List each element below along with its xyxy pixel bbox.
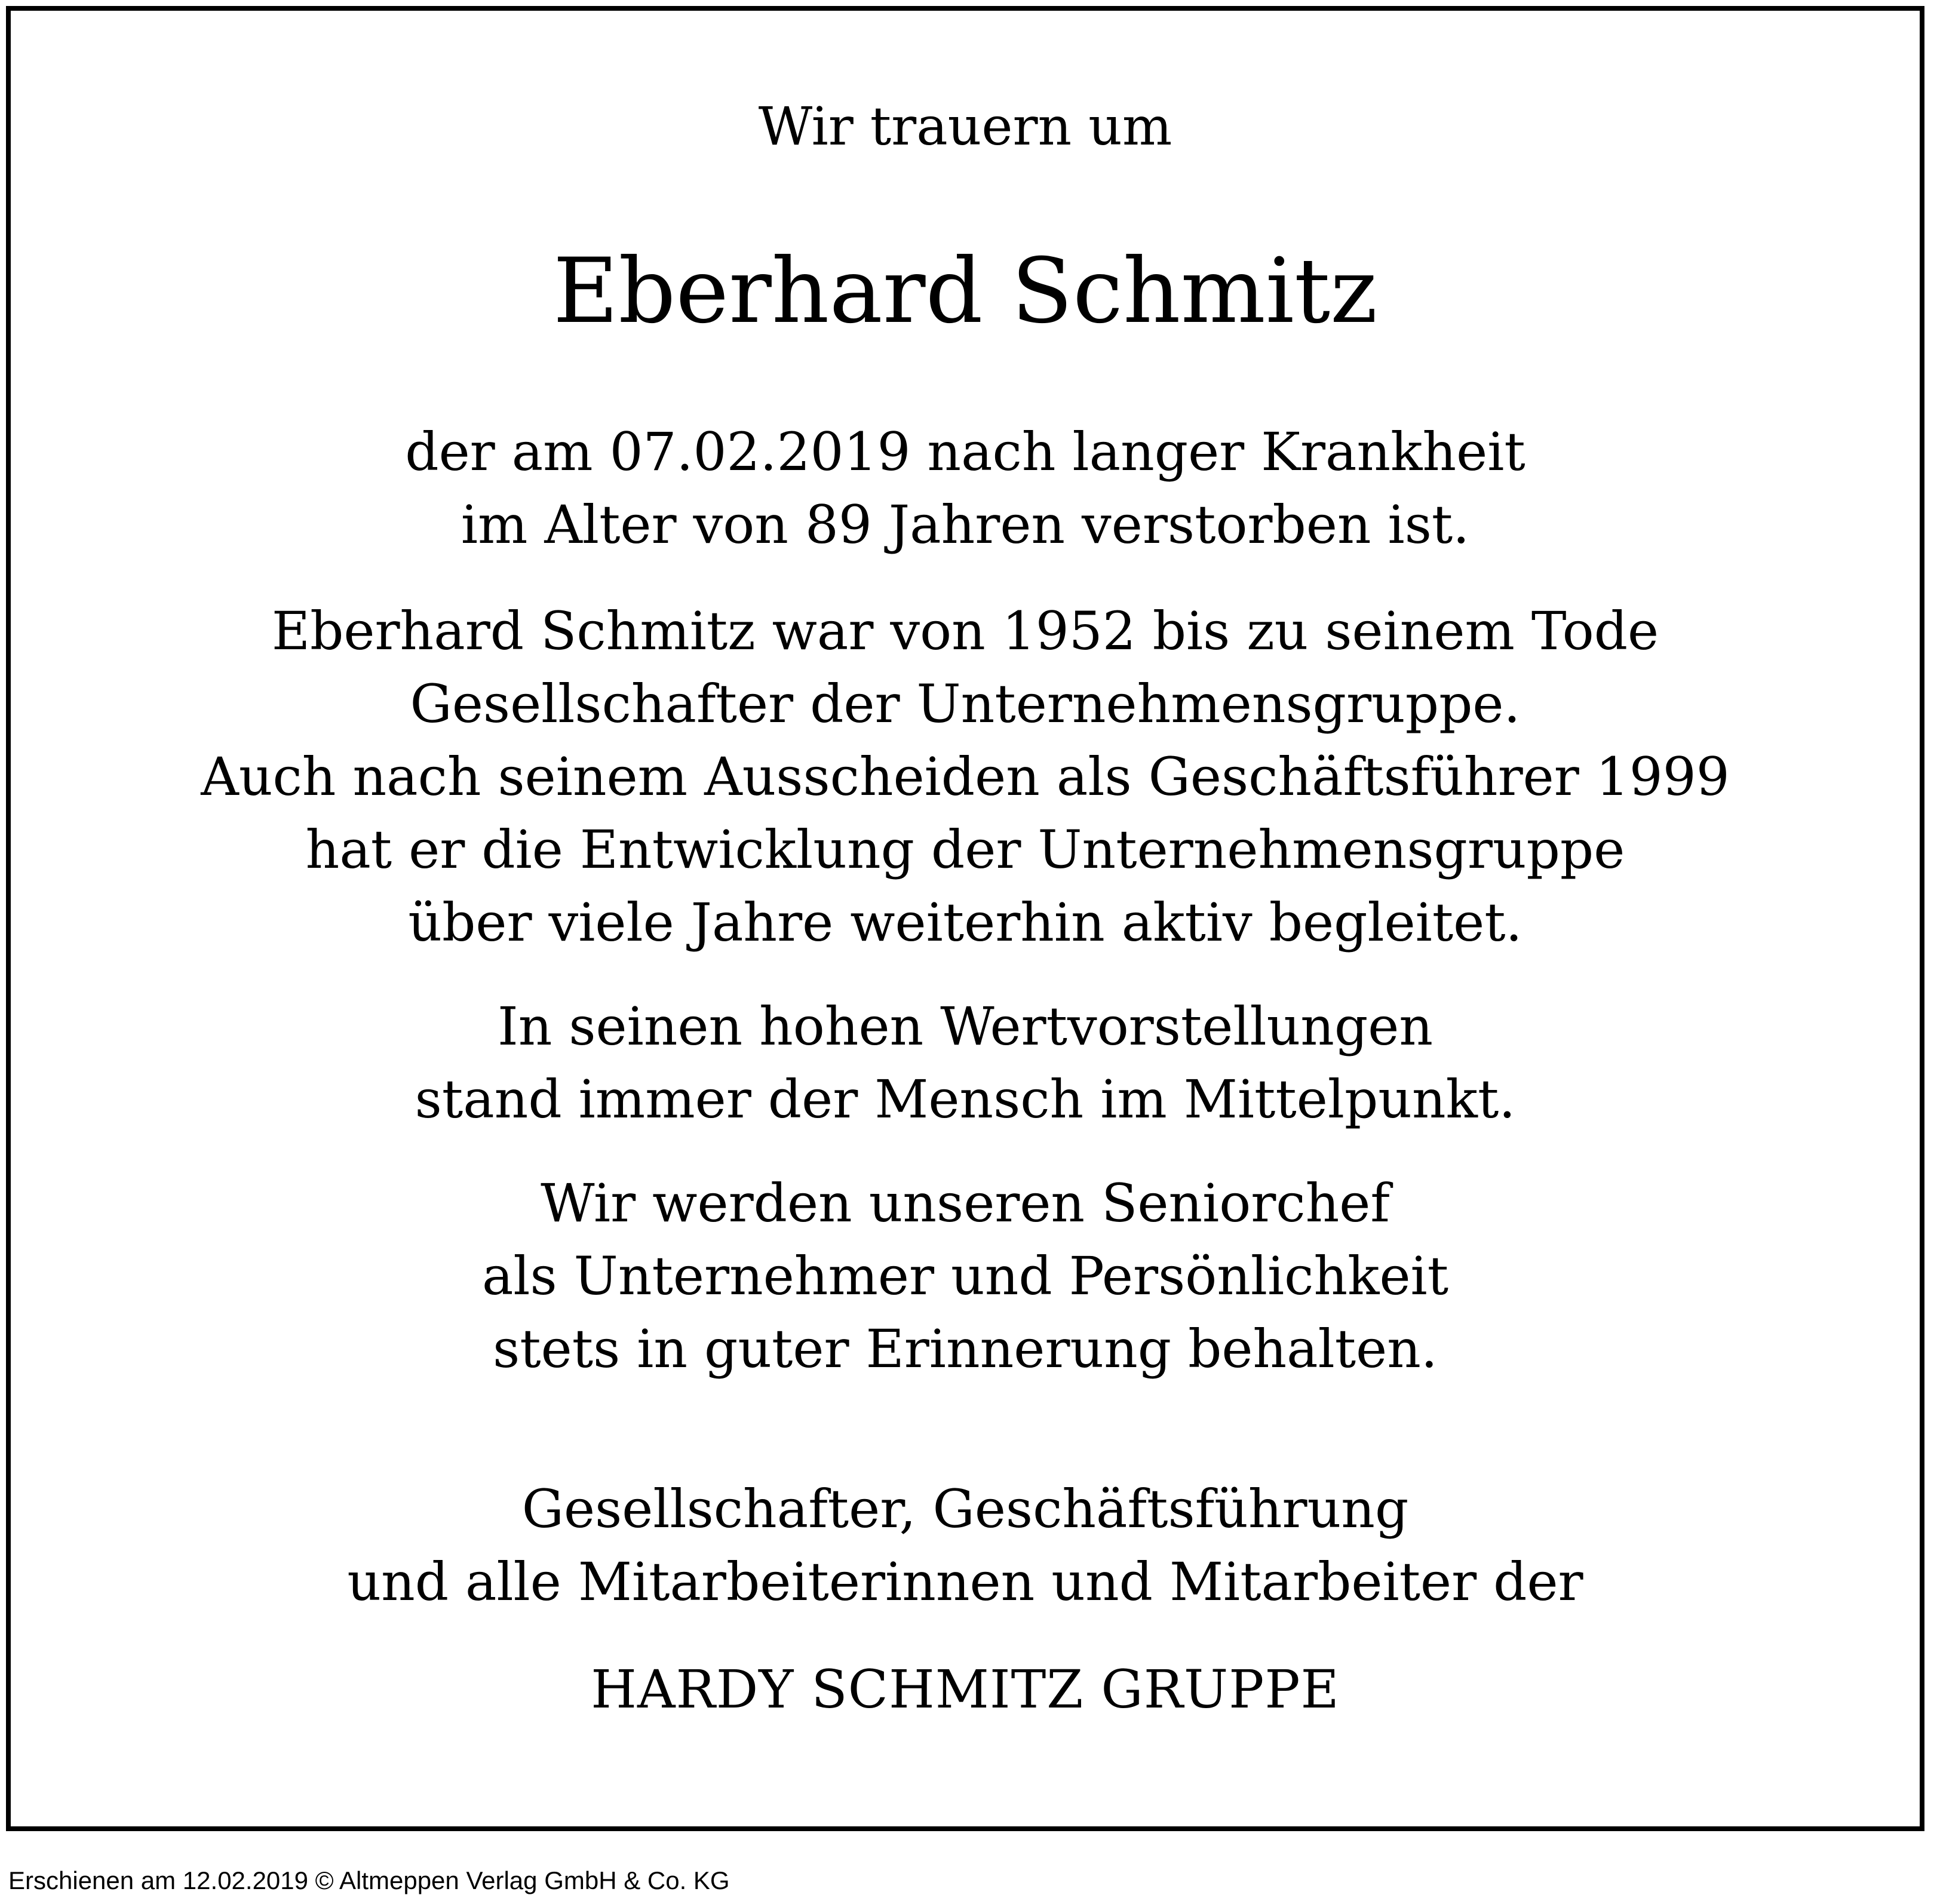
signature-line-2: und alle Mitarbeiterinnen und Mitarbeiter der <box>347 1551 1583 1613</box>
paragraph-2-line-3: Auch nach seinem Ausscheiden als Geschäftsführer 1999 <box>201 746 1730 807</box>
paragraph-1-line-1: der am 07.02.2019 nach langer Krankheit <box>405 421 1525 483</box>
paragraph-2-line-4: hat er die Entwicklung der Unternehmensgruppe <box>305 819 1625 880</box>
company-name: HARDY SCHMITZ GRUPPE <box>591 1659 1340 1720</box>
publication-footer: Erschienen am 12.02.2019 © Altmeppen Verlag GmbH & Co. KG <box>8 1866 730 1894</box>
intro-text: Wir trauern um <box>758 96 1172 157</box>
obituary-content <box>11 11 1920 1826</box>
paragraph-1-line-2: im Alter von 89 Jahren verstorben ist. <box>461 494 1470 555</box>
paragraph-4-line-3: stets in guter Erinnerung behalten. <box>493 1318 1438 1380</box>
paragraph-3-line-1: In seinen hohen Wertvorstellungen <box>497 996 1433 1057</box>
paragraph-2-line-5: über viele Jahre weiterhin aktiv begleitet. <box>408 892 1522 953</box>
paragraph-4-line-2: als Unternehmer und Persönlichkeit <box>481 1245 1449 1307</box>
paragraph-3-line-2: stand immer der Mensch im Mittelpunkt. <box>415 1068 1516 1130</box>
deceased-name: Eberhard Schmitz <box>552 239 1378 343</box>
paragraph-2-line-2: Gesellschafter der Unternehmensgruppe. <box>410 673 1521 735</box>
obituary-frame <box>6 6 1924 1831</box>
signature-line-1: Gesellschafter, Geschäftsführung <box>521 1478 1409 1540</box>
paragraph-4-line-1: Wir werden unseren Seniorchef <box>541 1172 1390 1234</box>
paragraph-2-line-1: Eberhard Schmitz war von 1952 bis zu seinem Tode <box>271 600 1659 662</box>
